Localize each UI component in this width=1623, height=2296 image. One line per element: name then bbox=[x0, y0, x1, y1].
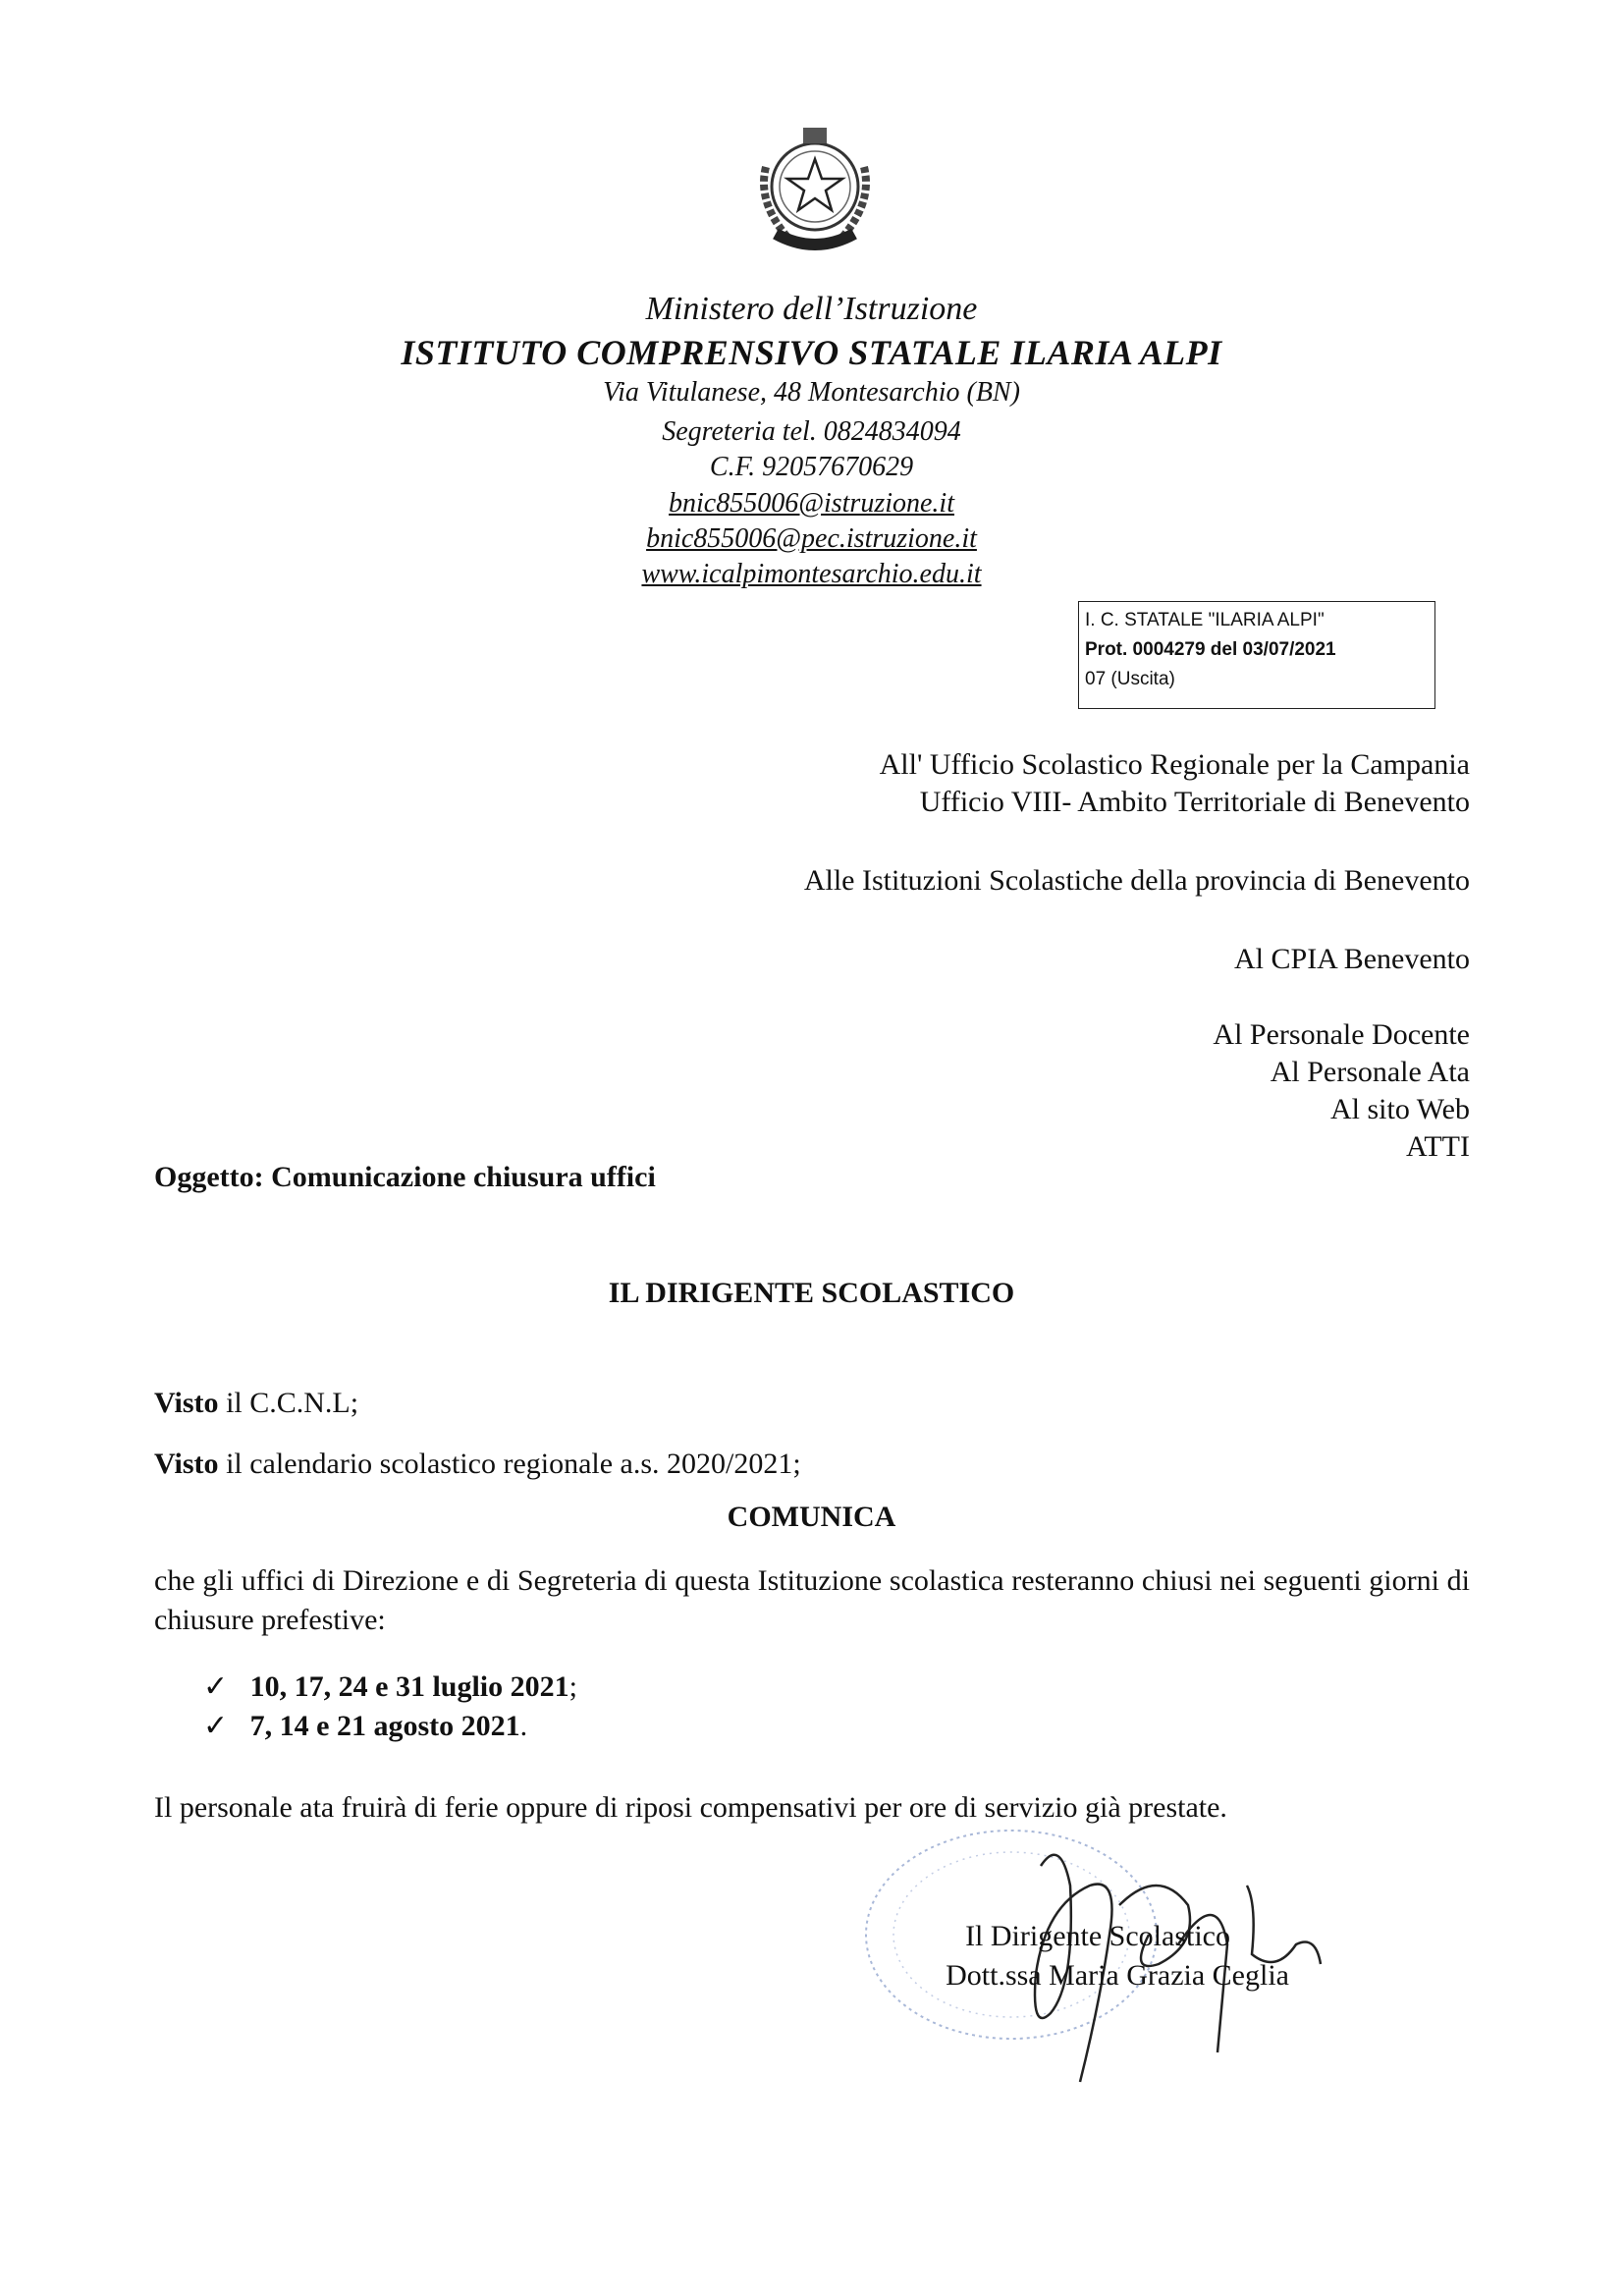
recipient-1: All' Ufficio Scolastico Regionale per la Campania bbox=[879, 748, 1470, 781]
recipient-staff bbox=[1213, 1016, 1470, 1166]
school-phone: Segreteria tel. 0824834094 bbox=[662, 416, 961, 447]
protocol-line-1: I. C. STATALE "ILARIA ALPI" bbox=[1085, 610, 1325, 630]
recipient-7: Al sito Web bbox=[1329, 1093, 1470, 1125]
pec-link[interactable] bbox=[0, 523, 1623, 555]
date-punct-2: . bbox=[519, 1710, 528, 1742]
heading-dirigente: IL DIRIGENTE SCOLASTICO bbox=[608, 1277, 1015, 1309]
closure-paragraph: che gli uffici di Direzione e di Segreteria di questa Istituzione scolastica resteranno chiusi nei seguenti giorni di chiusure prefestive: bbox=[154, 1564, 1470, 1636]
recipient-6: Al Personale Ata bbox=[1270, 1056, 1470, 1088]
recipient-2: Ufficio VIII- Ambito Territoriale di Benevento bbox=[919, 786, 1470, 818]
subject-line: Oggetto: Comunicazione chiusura uffici bbox=[154, 1161, 656, 1193]
ministry-name: Ministero dell’Istruzione bbox=[645, 291, 978, 327]
signature-title: Il Dirigente Scolastico bbox=[965, 1920, 1230, 1952]
recipient-usr bbox=[880, 746, 1470, 821]
email-text[interactable]: bnic855006@istruzione.it bbox=[669, 488, 954, 519]
date-item-2 bbox=[203, 1709, 527, 1743]
visto-label-1: Visto bbox=[154, 1387, 219, 1419]
visto-calendario bbox=[154, 1448, 801, 1481]
website-link[interactable] bbox=[0, 559, 1623, 590]
visto-text-1: il C.C.N.L; bbox=[218, 1387, 359, 1419]
recipient-4: Al CPIA Benevento bbox=[1234, 943, 1470, 975]
check-icon: ✓ bbox=[203, 1670, 229, 1703]
date-punct-1: ; bbox=[568, 1670, 577, 1703]
protocol-line-3: 07 (Uscita) bbox=[1085, 669, 1175, 689]
date-text-1: 10, 17, 24 e 31 luglio 2021 bbox=[249, 1670, 569, 1703]
email-link[interactable] bbox=[0, 488, 1623, 519]
protocol-stamp bbox=[1078, 601, 1435, 709]
school-name: ISTITUTO COMPRENSIVO STATALE ILARIA ALPI bbox=[401, 333, 1222, 372]
comunica-heading: COMUNICA bbox=[727, 1501, 896, 1533]
date-text-2: 7, 14 e 21 agosto 2021 bbox=[249, 1710, 520, 1742]
visto-text-2: il calendario scolastico regionale a.s. 2020/2021; bbox=[218, 1448, 801, 1480]
recipient-3: Alle Istituzioni Scolastiche della provincia di Benevento bbox=[803, 864, 1470, 897]
visto-ccnl bbox=[154, 1387, 358, 1420]
recipient-8: ATTI bbox=[1406, 1130, 1470, 1163]
check-icon: ✓ bbox=[203, 1710, 229, 1742]
recipient-5: Al Personale Docente bbox=[1213, 1018, 1470, 1051]
pec-text[interactable]: bnic855006@pec.istruzione.it bbox=[646, 523, 977, 554]
school-address: Via Vitulanese, 48 Montesarchio (BN) bbox=[603, 377, 1020, 408]
date-item-1 bbox=[203, 1669, 577, 1704]
visto-label-2: Visto bbox=[154, 1448, 219, 1480]
protocol-number: Prot. 0004279 del 03/07/2021 bbox=[1085, 639, 1336, 660]
website-text[interactable]: www.icalpimontesarchio.edu.it bbox=[641, 559, 982, 589]
signature-name: Dott.ssa Maria Grazia Ceglia bbox=[946, 1959, 1289, 1992]
republic-emblem-icon bbox=[736, 108, 893, 265]
school-cf: C.F. 92057670629 bbox=[709, 452, 914, 482]
closing-paragraph: Il personale ata fruirà di ferie oppure di riposi compensativi per ore di servizio già prestate. bbox=[154, 1791, 1227, 1824]
